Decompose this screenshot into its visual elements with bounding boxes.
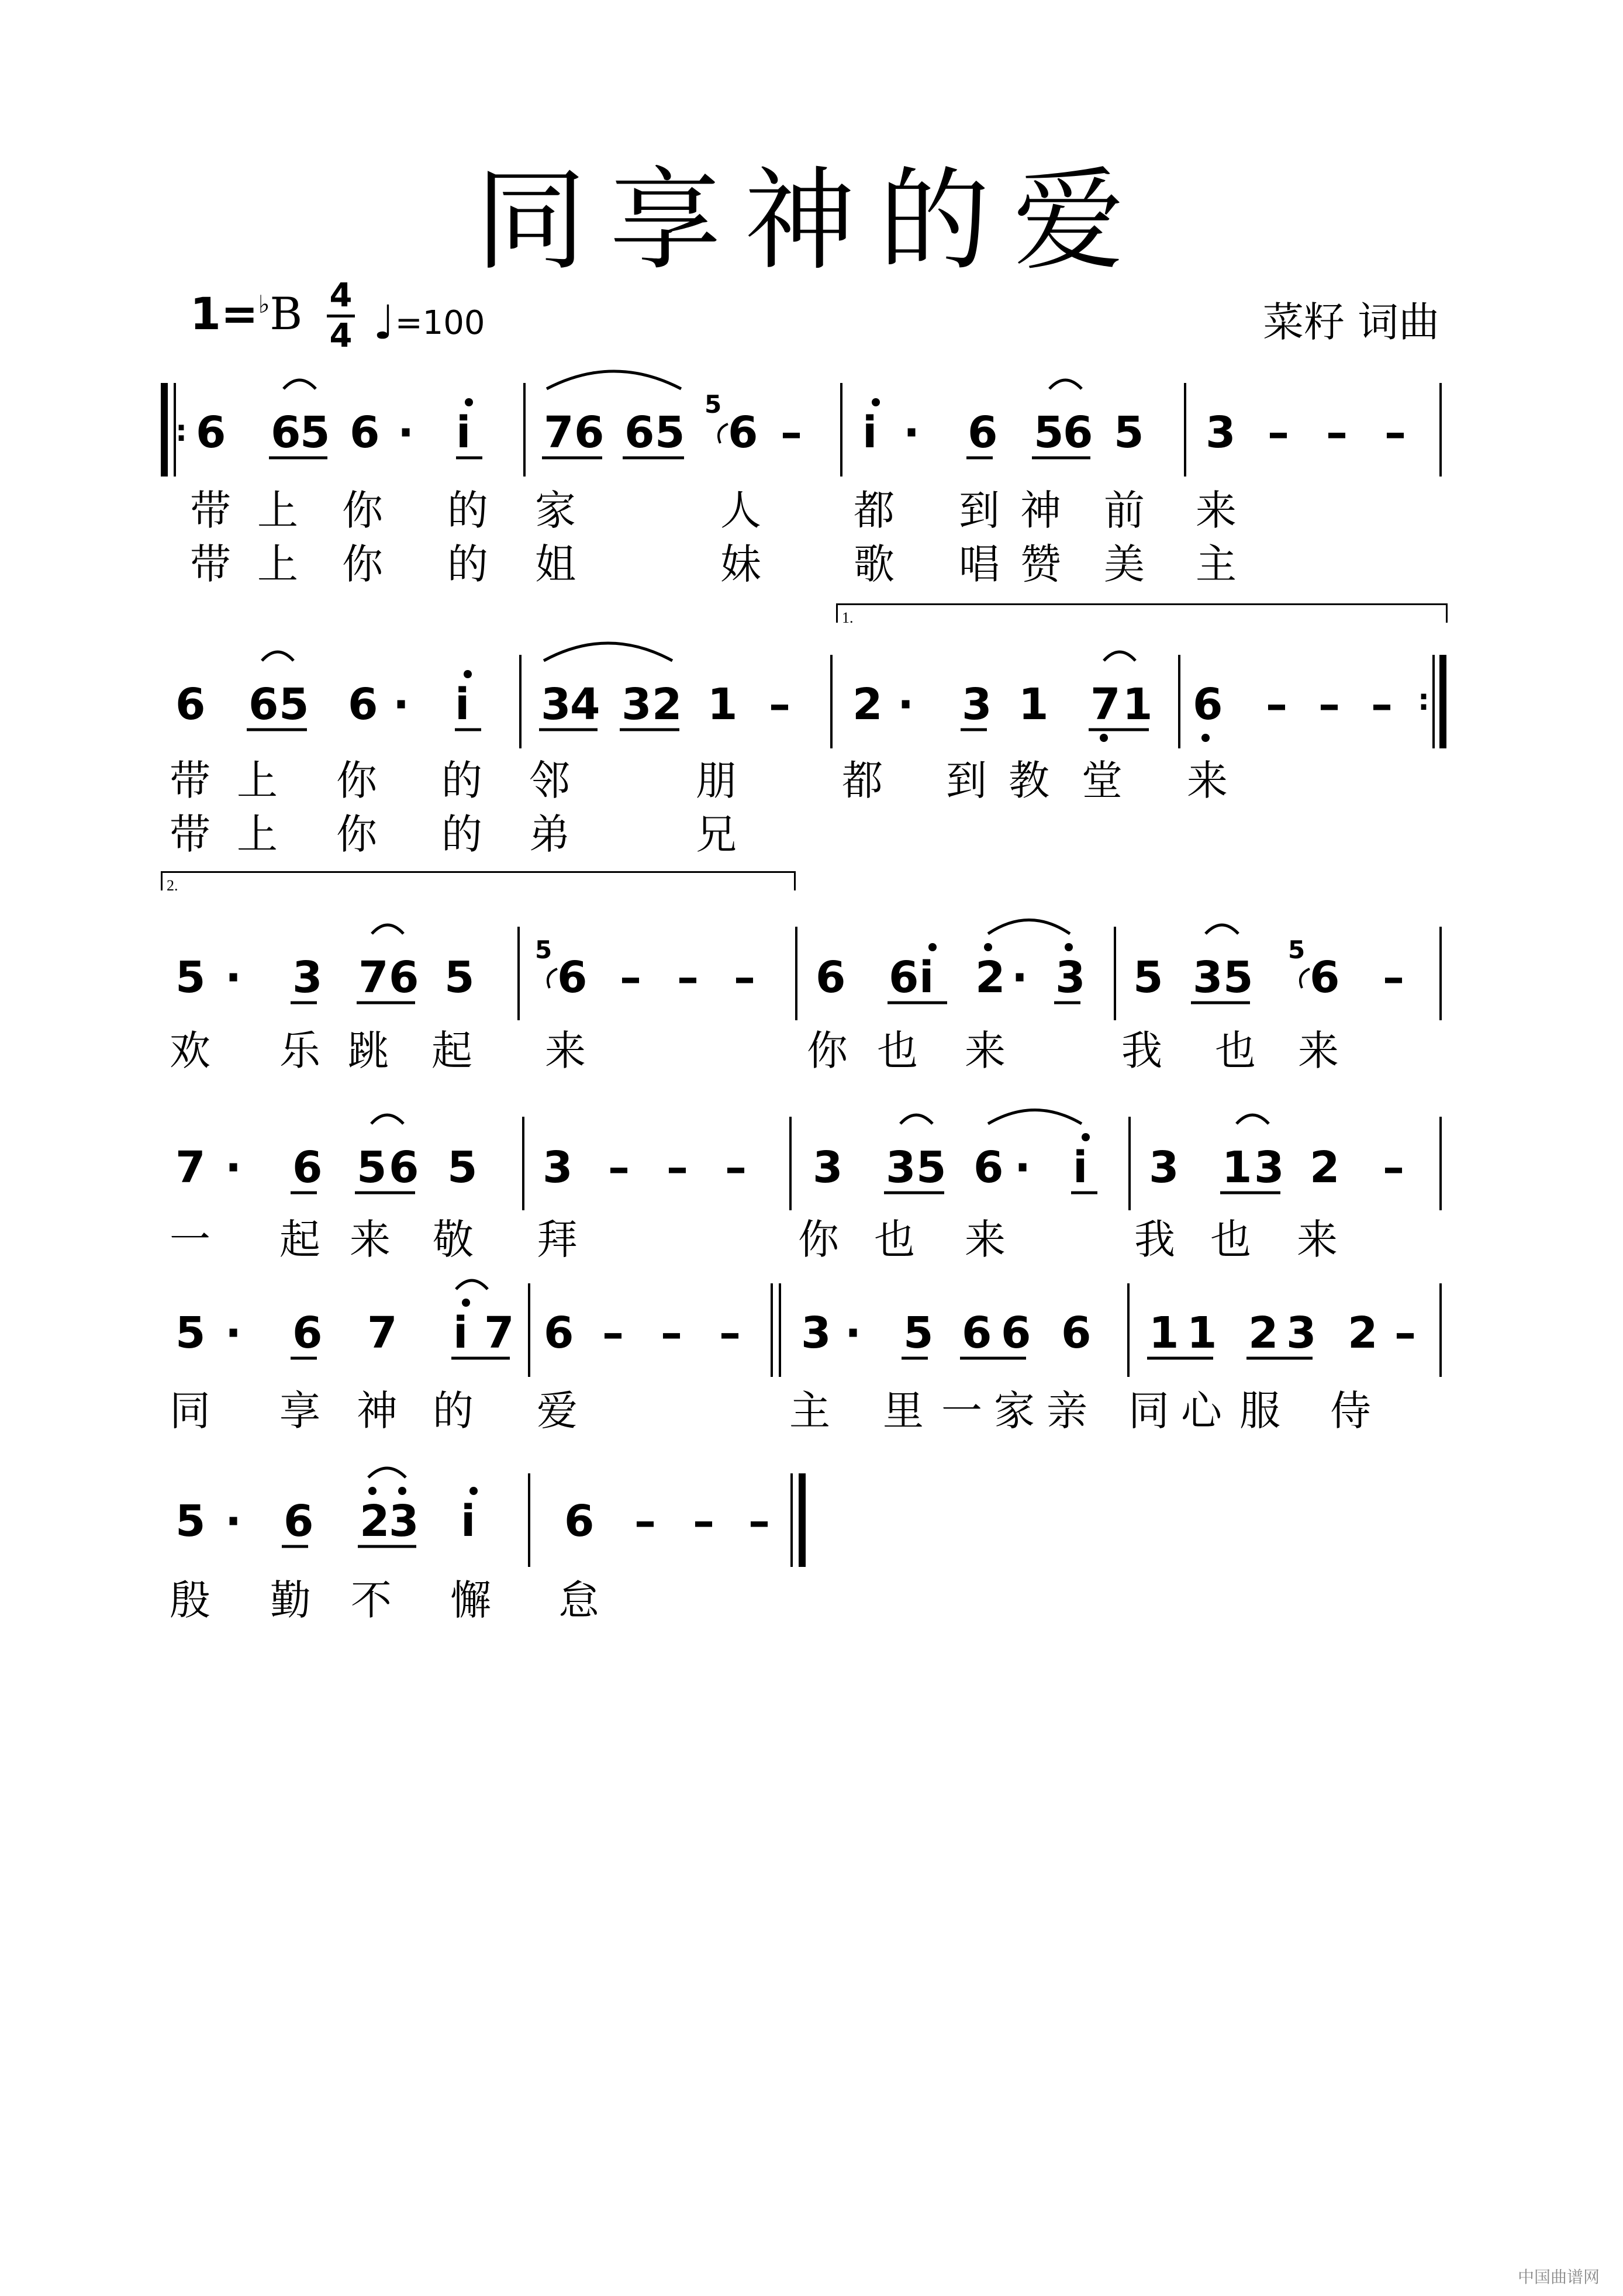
slur (456, 1280, 488, 1289)
lyric: 主 (1196, 540, 1237, 588)
lyric: 敬 (433, 1216, 474, 1263)
lyric: 你 (342, 486, 383, 534)
flat-sign: ♭ (258, 290, 270, 319)
note: 3 (389, 1496, 419, 1546)
note: 1 (1222, 1142, 1252, 1193)
note: 2 (852, 679, 883, 730)
dot: · (225, 952, 242, 1003)
note: 3 (813, 1142, 843, 1193)
dash: – (1394, 1308, 1416, 1358)
lyric: 殷 (170, 1576, 210, 1624)
time-signature-bottom: 4 (329, 317, 353, 355)
note: 4 (570, 679, 600, 730)
grace-hook (719, 424, 728, 443)
note: 6 (389, 1142, 419, 1193)
lyric: 姐 (535, 540, 576, 588)
lyric: 你 (342, 540, 383, 588)
dash: – (1384, 408, 1406, 458)
lyric: 的 (447, 540, 488, 588)
lyric: 你 (336, 810, 377, 858)
slur (372, 925, 403, 934)
dot: · (393, 679, 410, 730)
volta-number-1: 1. (842, 609, 854, 626)
note: 6 (1193, 679, 1223, 730)
dash: – (620, 952, 641, 1003)
lyric: 神 (357, 1387, 398, 1435)
dot: · (1014, 1142, 1031, 1193)
dot: · (845, 1308, 862, 1358)
lyric: 服 (1239, 1387, 1280, 1435)
note: 6 (292, 1142, 323, 1193)
slur (988, 1110, 1082, 1124)
dot: · (225, 1496, 242, 1546)
note: i (919, 952, 934, 1003)
tempo-value: =100 (395, 304, 485, 342)
repeat-dots: : (1418, 683, 1429, 717)
dot: · (225, 1142, 242, 1193)
note: 6 (284, 1496, 314, 1546)
dash: – (677, 952, 699, 1003)
note: 6 (544, 1308, 574, 1358)
note: 6 (557, 952, 588, 1003)
lyric: 你 (807, 1027, 848, 1075)
lyric: 美 (1104, 540, 1145, 588)
song-title: 同享神的爱 (475, 156, 1148, 285)
lyric: 到 (946, 757, 987, 805)
lyric: 来 (350, 1216, 391, 1263)
lyric: 赞 (1020, 540, 1061, 588)
lyric: 朋 (696, 757, 737, 805)
high-octave-dot (465, 398, 473, 406)
lyric: 一 (170, 1216, 210, 1263)
note: 6 (728, 408, 758, 458)
note: 6 (175, 679, 206, 730)
note: 3 (1055, 952, 1086, 1003)
lyric: 都 (854, 486, 895, 534)
note: 7 (367, 1308, 398, 1358)
lyric: 来 (1297, 1216, 1338, 1263)
lyric: 也 (874, 1216, 915, 1263)
lyric: 享 (279, 1387, 320, 1435)
lyric: 怠 (558, 1576, 599, 1624)
note: 2 (652, 679, 682, 730)
note: 5 (300, 408, 330, 458)
note: 6 (292, 1308, 323, 1358)
slur (900, 1115, 933, 1124)
dash: – (1268, 408, 1289, 458)
lyric: 同 (170, 1387, 210, 1435)
lyric: 来 (965, 1027, 1006, 1075)
lyric: 邻 (529, 757, 570, 805)
dash: – (608, 1142, 630, 1193)
note: 5 (357, 1142, 387, 1193)
lyric: 你 (336, 757, 377, 805)
high-octave-dot (398, 1487, 406, 1495)
lyric: 亲 (1047, 1387, 1087, 1435)
high-octave-dot (462, 1299, 470, 1307)
lyric: 我 (1134, 1216, 1175, 1263)
note: 2 (975, 952, 1006, 1003)
lyric: 唱 (959, 540, 1000, 588)
note: 7 (358, 952, 389, 1003)
note: 6 (1061, 1308, 1092, 1358)
lyric: 乐 (279, 1027, 320, 1075)
lyric: 兄 (696, 810, 737, 858)
note: 5 (1034, 408, 1064, 458)
lyric: 来 (1187, 757, 1228, 805)
note: 5 (447, 1142, 478, 1193)
dot: · (897, 679, 914, 730)
dash: – (769, 679, 790, 730)
lyric: 的 (433, 1387, 474, 1435)
note: 3 (886, 1142, 916, 1193)
lyric: 带 (190, 486, 231, 534)
dash: – (734, 952, 755, 1003)
high-octave-dot (1082, 1133, 1090, 1141)
lyric: 妹 (720, 540, 761, 588)
note: 7 (175, 1142, 206, 1193)
slur (1237, 1115, 1269, 1124)
note: 6 (389, 952, 419, 1003)
slur (262, 652, 293, 661)
lyric: 神 (1020, 486, 1061, 534)
lyric: 也 (1215, 1027, 1256, 1075)
note: 2 (360, 1496, 390, 1546)
high-octave-dot (464, 670, 472, 678)
note: 2 (1248, 1308, 1279, 1358)
note: i (1073, 1142, 1088, 1193)
note: i (455, 679, 470, 730)
volta-number-2: 2. (167, 877, 178, 894)
note: 5 (1223, 952, 1253, 1003)
slur (1206, 925, 1238, 934)
note: 7 (484, 1308, 514, 1358)
lyric: 带 (170, 810, 210, 858)
lyric: 家 (994, 1387, 1035, 1435)
low-octave-dot (1201, 734, 1210, 742)
lyric: 不 (351, 1576, 392, 1624)
lyric: 歌 (854, 540, 895, 588)
dash: – (719, 1308, 741, 1358)
lyric: 人 (720, 486, 761, 534)
slur (1049, 380, 1082, 389)
slur (1104, 652, 1135, 661)
lyric: 上 (257, 540, 298, 588)
watermark: 中国曲谱网 (1517, 2267, 1600, 2287)
note: 5 (1114, 408, 1144, 458)
repeat-dots: : (175, 414, 187, 448)
key-letter: B (270, 288, 303, 340)
slur (368, 1468, 406, 1477)
dash: – (1371, 679, 1393, 730)
lyric: 欢 (170, 1027, 210, 1075)
note: 6 (1001, 1308, 1031, 1358)
dot: · (398, 408, 415, 458)
note: 6 (564, 1496, 595, 1546)
note: 5 (175, 1308, 206, 1358)
note: 6 (968, 408, 998, 458)
note: 5 (1133, 952, 1163, 1003)
note: 6 (350, 408, 380, 458)
high-octave-dot (469, 1487, 478, 1495)
lyric: 到 (959, 486, 1000, 534)
note: 5 (175, 952, 206, 1003)
lyric: 都 (842, 757, 883, 805)
grace-hook (1300, 969, 1310, 988)
note: 3 (541, 679, 571, 730)
note: 5 (175, 1496, 206, 1546)
note: 3 (962, 679, 992, 730)
lyric: 勤 (270, 1576, 311, 1624)
lyric: 弟 (529, 810, 570, 858)
dot: · (225, 1308, 242, 1358)
slur (547, 371, 681, 389)
high-octave-dot (928, 943, 937, 951)
note: 3 (1286, 1308, 1317, 1358)
dash: – (1383, 1142, 1404, 1193)
dash: – (1326, 408, 1348, 458)
lyric: 你 (798, 1216, 839, 1263)
note: 6 (271, 408, 301, 458)
note: 6 (248, 679, 279, 730)
time-signature-top: 4 (329, 277, 353, 315)
dash: – (725, 1142, 747, 1193)
note: 5 (903, 1308, 934, 1358)
lyric: 同 (1128, 1387, 1169, 1435)
lyric: 家 (535, 486, 576, 534)
lyric: 一 (941, 1387, 982, 1435)
note: 1 (707, 679, 738, 730)
lyric: 上 (257, 486, 298, 534)
lyric: 跳 (348, 1027, 389, 1075)
lyric: 起 (431, 1027, 472, 1075)
note: 3 (801, 1308, 831, 1358)
note: 3 (1206, 408, 1236, 458)
lyric: 的 (441, 757, 482, 805)
dash: – (667, 1142, 688, 1193)
lyric: 来 (1196, 486, 1237, 534)
note: 6 (1063, 408, 1093, 458)
note: i (862, 408, 878, 458)
quarter-note-icon: ♩ (373, 295, 395, 350)
dash: – (748, 1496, 770, 1546)
note: 5 (444, 952, 475, 1003)
note: 3 (1254, 1142, 1284, 1193)
lyric: 爱 (537, 1387, 578, 1435)
lyric: 我 (1121, 1027, 1162, 1075)
slur (544, 643, 672, 661)
lyric: 主 (789, 1387, 830, 1435)
lyric: 上 (237, 757, 278, 805)
high-octave-dot (1065, 943, 1073, 951)
lyric: 的 (447, 486, 488, 534)
grace-note: 5 (535, 935, 552, 964)
note: 6 (574, 408, 605, 458)
slur (371, 1115, 403, 1124)
note: 7 (1090, 679, 1121, 730)
dash: – (661, 1308, 682, 1358)
lyric: 堂 (1082, 757, 1123, 805)
note: 1 (1123, 679, 1153, 730)
high-octave-dot (984, 943, 992, 951)
lyric: 前 (1104, 486, 1145, 534)
grace-hook (548, 969, 557, 988)
lyric: 带 (190, 540, 231, 588)
note: 6 (973, 1142, 1004, 1193)
note: i (456, 408, 471, 458)
dot: · (1011, 952, 1028, 1003)
lyric: 带 (170, 757, 210, 805)
note: 6 (962, 1308, 992, 1358)
note: 5 (279, 679, 309, 730)
note: 5 (655, 408, 685, 458)
note: 3 (621, 679, 652, 730)
slur (284, 380, 316, 389)
note: 3 (1149, 1142, 1179, 1193)
lyric: 侍 (1330, 1387, 1371, 1435)
lyric: 来 (1298, 1027, 1339, 1075)
note: 5 (916, 1142, 947, 1193)
note: 3 (1193, 952, 1223, 1003)
slur (988, 920, 1070, 934)
dash: – (634, 1496, 656, 1546)
dash: – (1318, 679, 1340, 730)
note: 6 (816, 952, 846, 1003)
lyric: 起 (279, 1216, 320, 1263)
lyric: 也 (877, 1027, 918, 1075)
note: 6 (624, 408, 655, 458)
note: i (453, 1308, 468, 1358)
dash: – (1266, 679, 1287, 730)
note: 6 (1310, 952, 1340, 1003)
note: 1 (1018, 679, 1049, 730)
dash: – (602, 1308, 624, 1358)
dash: – (781, 408, 802, 458)
dash: – (1383, 952, 1404, 1003)
lyric: 懈 (450, 1576, 491, 1624)
low-octave-dot (1100, 734, 1108, 742)
high-octave-dot (368, 1487, 377, 1495)
note: 2 (1310, 1142, 1340, 1193)
note: 3 (292, 952, 323, 1003)
note: 3 (543, 1142, 573, 1193)
lyric: 也 (1210, 1216, 1251, 1263)
grace-note: 5 (705, 390, 722, 419)
note: 1 (1149, 1308, 1179, 1358)
note: 2 (1348, 1308, 1378, 1358)
dot: · (903, 408, 920, 458)
lyric: 教 (1009, 757, 1049, 805)
note: 7 (544, 408, 574, 458)
note: 6 (889, 952, 919, 1003)
lyric: 里 (883, 1387, 924, 1435)
lyric: 拜 (537, 1216, 578, 1263)
key-number: 1 (190, 288, 221, 340)
note: 6 (348, 679, 378, 730)
lyric: 来 (545, 1027, 586, 1075)
dash: – (693, 1496, 714, 1546)
note: 6 (196, 408, 226, 458)
note: 1 (1187, 1308, 1217, 1358)
key-equals: = (220, 288, 258, 340)
lyric: 来 (965, 1216, 1006, 1263)
note: i (461, 1496, 476, 1546)
lyric: 上 (237, 810, 278, 858)
grace-note: 5 (1288, 935, 1306, 964)
high-octave-dot (872, 398, 880, 406)
lyric: 的 (441, 810, 482, 858)
credit-lyricist-composer: 菜籽 词曲 (1263, 298, 1440, 346)
lyric: 心 (1181, 1387, 1222, 1435)
